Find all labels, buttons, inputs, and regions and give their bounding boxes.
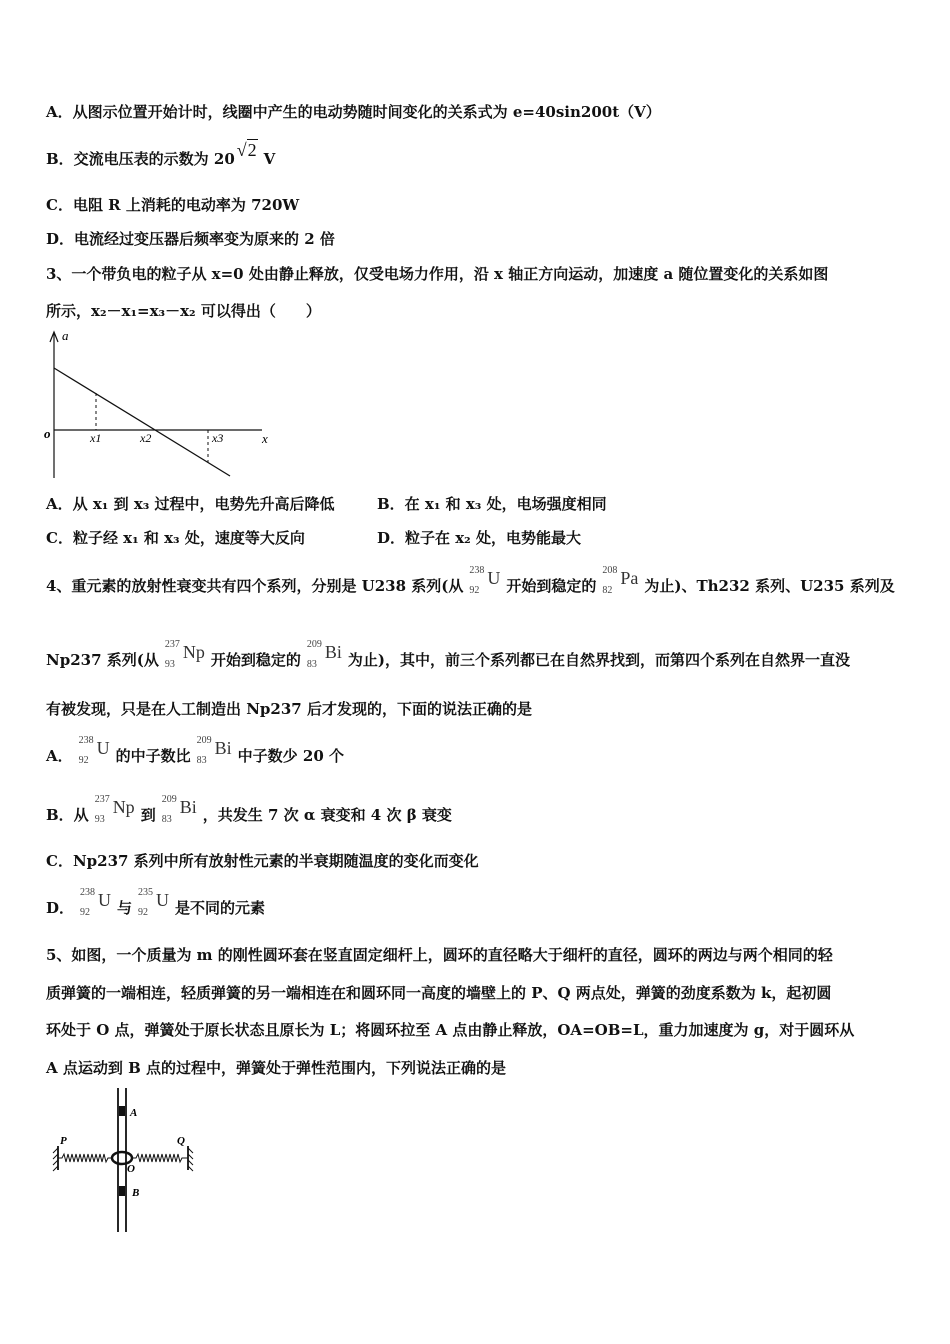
q4-l1-text-a: 4、重元素的放射性衰变共有四个系列，分别是 U238 系列(从	[46, 577, 464, 595]
nuclide-bi209: 209 83 Bi	[161, 794, 197, 825]
nuclide-u238: 238 92 U	[78, 735, 110, 766]
q4-stem-line1	[46, 565, 895, 598]
q5-stem-line1: 5、如图，一个质量为 m 的刚性圆环套在竖直固定细杆上，圆环的直径略大于细杆的直径，圆环的两边与两个相同的轻	[46, 946, 833, 964]
q4-l1-text-b: 开始到稳定的	[506, 577, 597, 595]
nuclide-bi209: 209 83 Bi	[306, 639, 342, 670]
q4-option-d	[46, 887, 266, 920]
label-p: P	[60, 1135, 67, 1147]
label-o: O	[127, 1163, 135, 1175]
a-vs-x-line	[54, 368, 230, 476]
q4-option-a-mid: 的中子数比	[115, 747, 191, 765]
q3-acceleration-graph	[40, 326, 280, 482]
x2-tick-label: x2	[140, 431, 152, 445]
point-b-mark	[119, 1186, 125, 1196]
q4-l2-text-b: 开始到稳定的	[210, 651, 301, 669]
q4-option-d-mid: 与	[117, 899, 133, 917]
q4-option-b-post: ，共发生 7 次 α 衰变和 4 次 β 衰变	[202, 806, 452, 824]
nuclide-u235: 235 92 U	[138, 887, 170, 918]
q2-option-c: C．电阻 R 上消耗的电动率为 720W	[46, 196, 300, 214]
y-axis-label: a	[62, 328, 69, 343]
q4-option-b-label: B．从	[46, 806, 89, 824]
nuclide-np237: 237 93 Np	[164, 639, 205, 670]
q2-option-b-unit: V	[263, 150, 276, 168]
point-a-mark	[119, 1106, 125, 1116]
q4-l2-text-a: Np237 系列(从	[46, 651, 159, 669]
right-spring	[132, 1154, 188, 1162]
q4-option-d-post: 是不同的元素	[175, 899, 266, 917]
x3-tick-label: x3	[212, 431, 224, 445]
q4-option-b	[46, 794, 452, 827]
q4-option-a-post: 中子数少 20 个	[237, 747, 344, 765]
q5-stem-line4: A 点运动到 B 点的过程中，弹簧处于弹性范围内，下列说法正确的是	[46, 1059, 506, 1077]
nuclide-u238: 238 92 U	[80, 887, 112, 918]
q4-option-a-label: A．	[46, 747, 73, 765]
q4-option-b-mid: 到	[140, 806, 156, 824]
q4-option-c: C．Np237 系列中所有放射性元素的半衰期随温度的变化而变化	[46, 852, 479, 870]
nuclide-np237: 237 93 Np	[94, 794, 135, 825]
left-spring	[58, 1154, 112, 1162]
q2-option-b	[46, 140, 276, 169]
q3-option-a: A．从 x₁ 到 x₃ 过程中，电势先升高后降低	[46, 495, 335, 513]
sqrt-radicand: 2	[247, 140, 257, 160]
nuclide-bi209: 209 83 Bi	[196, 735, 232, 766]
label-b: B	[132, 1187, 140, 1199]
q3-stem-line1: 3、一个带负电的粒子从 x=0 处由静止释放，仅受电场力作用，沿 x 轴正方向运动，加速度 a 随位置变化的关系如图	[46, 265, 829, 283]
q2-option-a: A．从图示位置开始计时，线圈中产生的电动势随时间变化的关系式为 e=40sin200t（V）	[46, 103, 661, 121]
q3-option-b: B．在 x₁ 和 x₃ 处，电场强度相同	[377, 495, 607, 513]
q4-option-a	[46, 735, 344, 768]
q4-stem-line3: 有被发现，只是在人工制造出 Np237 后才发现的，下面的说法正确的是	[46, 700, 532, 718]
origin-label: o	[44, 426, 51, 441]
q2-option-b-text: B．交流电压表的示数为 20	[46, 150, 235, 168]
nuclide-u238: 238 92 U	[469, 565, 501, 596]
x1-tick-label: x1	[90, 431, 102, 445]
sqrt-expression: √2	[236, 140, 257, 160]
q5-stem-line2: 质弹簧的一端相连，轻质弹簧的另一端相连在和圆环同一高度的墙壁上的 P、Q 两点处，弹簧的劲度系数为 k，起初圆	[46, 984, 832, 1002]
label-a: A	[130, 1107, 138, 1119]
q5-stem-line3: 环处于 O 点，弹簧处于原长状态且原长为 L；将圆环拉至 A 点由静止释放，OA=OB=L，重力加速度为 g，对于圆环从	[46, 1021, 855, 1039]
q3-option-d: D．粒子在 x₂ 处，电势能最大	[377, 529, 581, 547]
q4-stem-line2	[46, 639, 850, 672]
q4-option-d-label: D．	[46, 899, 75, 917]
q4-l2-text-c: 为止)，其中，前三个系列都已在自然界找到，而第四个系列在自然界一直没	[347, 651, 850, 669]
q4-l1-text-c: 为止)、Th232 系列、U235 系列及	[644, 577, 895, 595]
label-q: Q	[177, 1135, 185, 1147]
q5-ring-spring-figure	[50, 1086, 200, 1234]
q3-option-c: C．粒子经 x₁ 和 x₃ 处，速度等大反向	[46, 529, 305, 547]
x-axis-label: x	[262, 431, 268, 446]
q2-option-d: D．电流经过变压器后频率变为原来的 2 倍	[46, 230, 335, 248]
nuclide-pa208: 208 82 Pa	[602, 565, 639, 596]
q3-stem-line2: 所示，x₂－x₁=x₃－x₂ 可以得出（ ）	[46, 302, 321, 320]
